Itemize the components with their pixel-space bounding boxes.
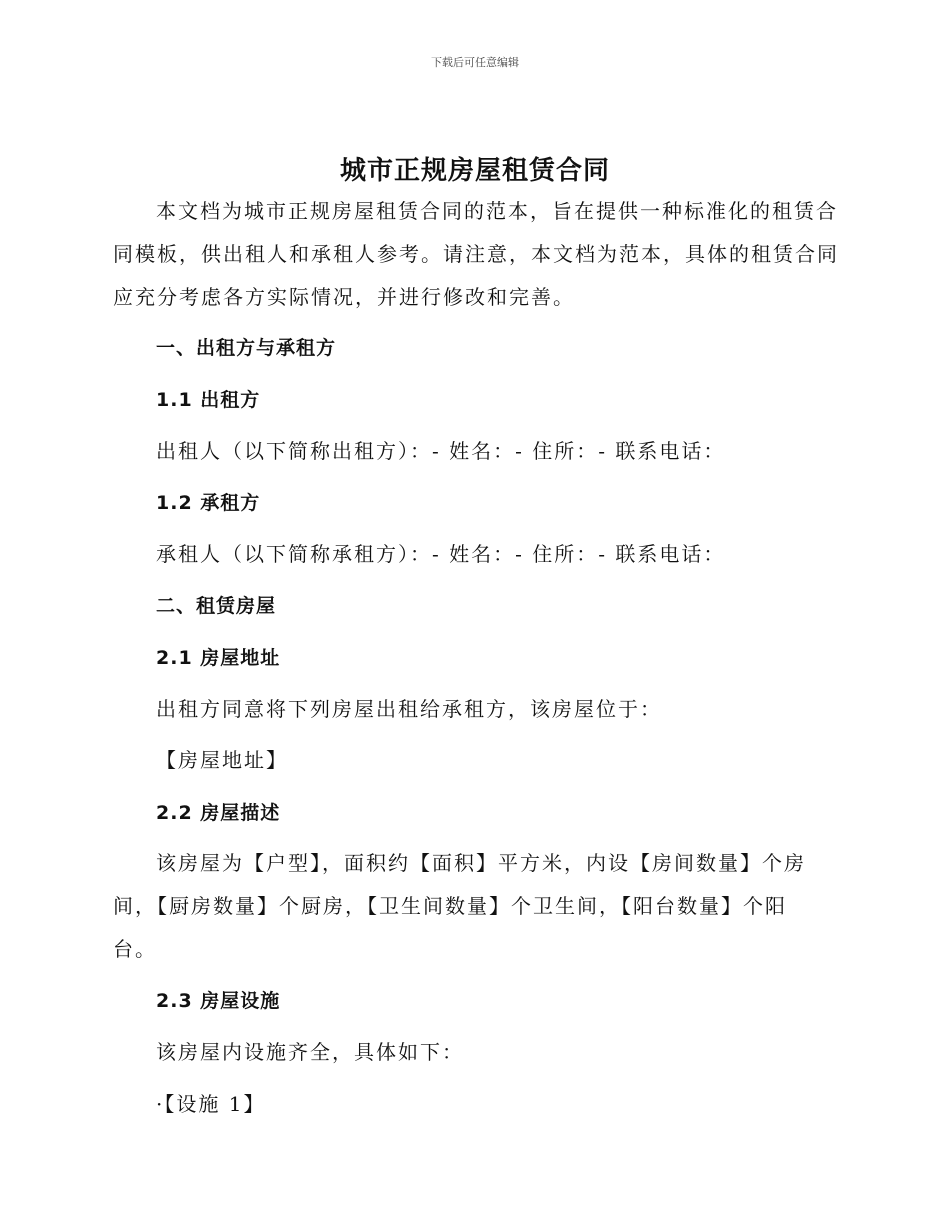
section-2-2-line-1: 该房屋为【户型】，面积约【面积】平方米，内设【房间数量】个房 (156, 851, 806, 875)
section-1-2-text: 承租人（以下简称承租方）：- 姓名：- 住所：- 联系电话： (156, 542, 726, 566)
section-2-3-text: 该房屋内设施齐全，具体如下： (156, 1040, 464, 1064)
section-2-2-line-2: 间，【厨房数量】个厨房，【卫生间数量】个卫生间，【阳台数量】个阳 (113, 894, 787, 918)
section-2-1-text: 出租方同意将下列房屋出租给承租方，该房屋位于： (156, 697, 662, 721)
section-2-1-placeholder: 【房屋地址】 (156, 748, 288, 772)
section-2-heading: 二、租赁房屋 (156, 595, 277, 617)
section-2-2-line-3: 台。 (113, 937, 157, 961)
document-title: 城市正规房屋租赁合同 (339, 156, 610, 186)
header-note: 下载后可任意编辑 (431, 56, 519, 69)
section-1-1-heading: 1.1 出租方 (156, 389, 261, 411)
intro-line-1: 本文档为城市正规房屋租赁合同的范本，旨在提供一种标准化的租赁合 (156, 199, 838, 223)
intro-line-3: 应充分考虑各方实际情况，并进行修改和完善。 (113, 285, 575, 309)
section-2-2-heading: 2.2 房屋描述 (156, 802, 281, 824)
intro-line-2: 同模板，供出租人和承租人参考。请注意，本文档为范本，具体的租赁合同 (113, 242, 839, 266)
section-1-1-text: 出租人（以下简称出租方）：- 姓名：- 住所：- 联系电话： (156, 439, 726, 463)
section-2-3-heading: 2.3 房屋设施 (156, 990, 281, 1012)
section-2-3-item: ·【设施 1】 (156, 1092, 266, 1116)
section-1-2-heading: 1.2 承租方 (156, 492, 261, 514)
section-1-heading: 一、出租方与承租方 (156, 337, 337, 359)
section-2-1-heading: 2.1 房屋地址 (156, 647, 281, 669)
